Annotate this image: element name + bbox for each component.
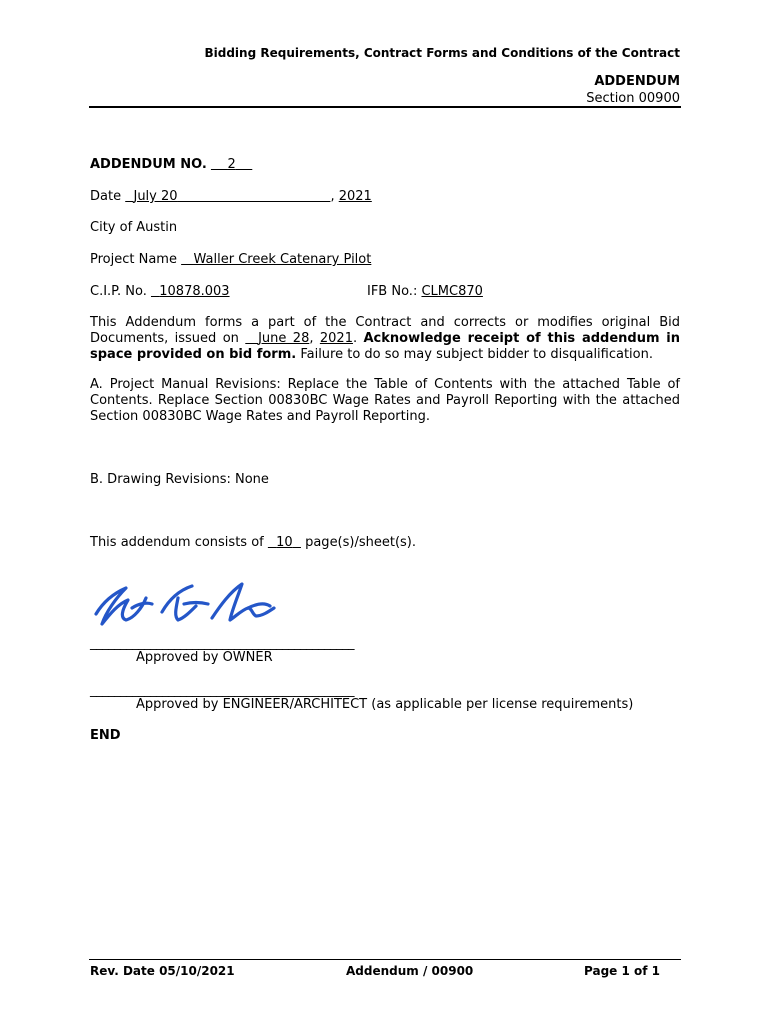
project-manual-revisions: A. Project Manual Revisions: Replace the Table of Contents with the attached Table of Contents. Replace Section 00830BC Wage Rates and Payroll Reporting with the attached Section 00830BC Wage Rates and Payroll Reporting.	[90, 377, 680, 424]
acknowledge-text: Acknowledge receipt of this addendum in space provided on bid form.	[90, 331, 680, 362]
disqualification-warning: Failure to do so may subject bidder to disqualification.	[300, 347, 653, 362]
project-name-value: Waller Creek Catenary Pilot	[193, 252, 372, 267]
cip-label: C.I.P. No.	[90, 284, 147, 299]
document-type-title: ADDENDUM	[594, 74, 680, 89]
addendum-number-label: ADDENDUM NO.	[90, 157, 207, 172]
project-name-label: Project Name	[90, 252, 177, 267]
running-header: Bidding Requirements, Contract Forms and Conditions of the Contract	[204, 46, 680, 60]
cip-value: 10878.003	[159, 284, 230, 299]
section-number: Section 00900	[586, 91, 680, 106]
date-label: Date	[90, 189, 122, 204]
footer-divider	[89, 959, 681, 960]
footer-rev-date: Rev. Date 05/10/2021	[90, 964, 235, 978]
project-name-row	[90, 252, 587, 267]
intro-paragraph: This Addendum forms a part of the Contract and corrects or modifies original Bid Documents, issued on June 28, 2021. Acknowledge receipt of this addendum in space provided on bid form. Failure to do so may subject bidder to disqualification.	[90, 315, 680, 362]
date-row: Date July 20 , 2021	[90, 189, 372, 204]
end-marker: END	[90, 728, 121, 743]
ifb-label: IFB No.:	[367, 284, 418, 299]
owner-signature-line: ____________________________________________	[90, 636, 354, 651]
page-count-row: This addendum consists of 10 page(s)/sheet(s).	[90, 535, 417, 550]
page-count-value: 10	[276, 535, 293, 550]
ifb-value: CLMC870	[421, 284, 483, 299]
owner-signature	[92, 578, 282, 634]
drawing-revisions: B. Drawing Revisions: None	[90, 472, 269, 487]
footer-doc-id: Addendum / 00900	[346, 964, 474, 978]
issued-year: 2021	[319, 331, 353, 346]
cip-row	[90, 284, 349, 299]
addendum-number-value: 2	[227, 157, 236, 172]
header-divider	[89, 106, 681, 108]
footer-page-number: Page 1 of 1	[584, 964, 660, 978]
city-name: City of Austin	[90, 220, 178, 235]
addendum-number-row	[90, 157, 252, 172]
owner-approval-label: Approved by OWNER	[136, 650, 273, 665]
engineer-approval-label: Approved by ENGINEER/ARCHITECT (as applicable per license requirements)	[136, 697, 634, 712]
date-value: July 20	[133, 189, 178, 204]
engineer-signature-line: ____________________________________________	[90, 683, 354, 698]
issued-date: June 28	[258, 331, 310, 346]
date-year: 2021	[338, 189, 372, 204]
ifb-row	[367, 284, 583, 299]
